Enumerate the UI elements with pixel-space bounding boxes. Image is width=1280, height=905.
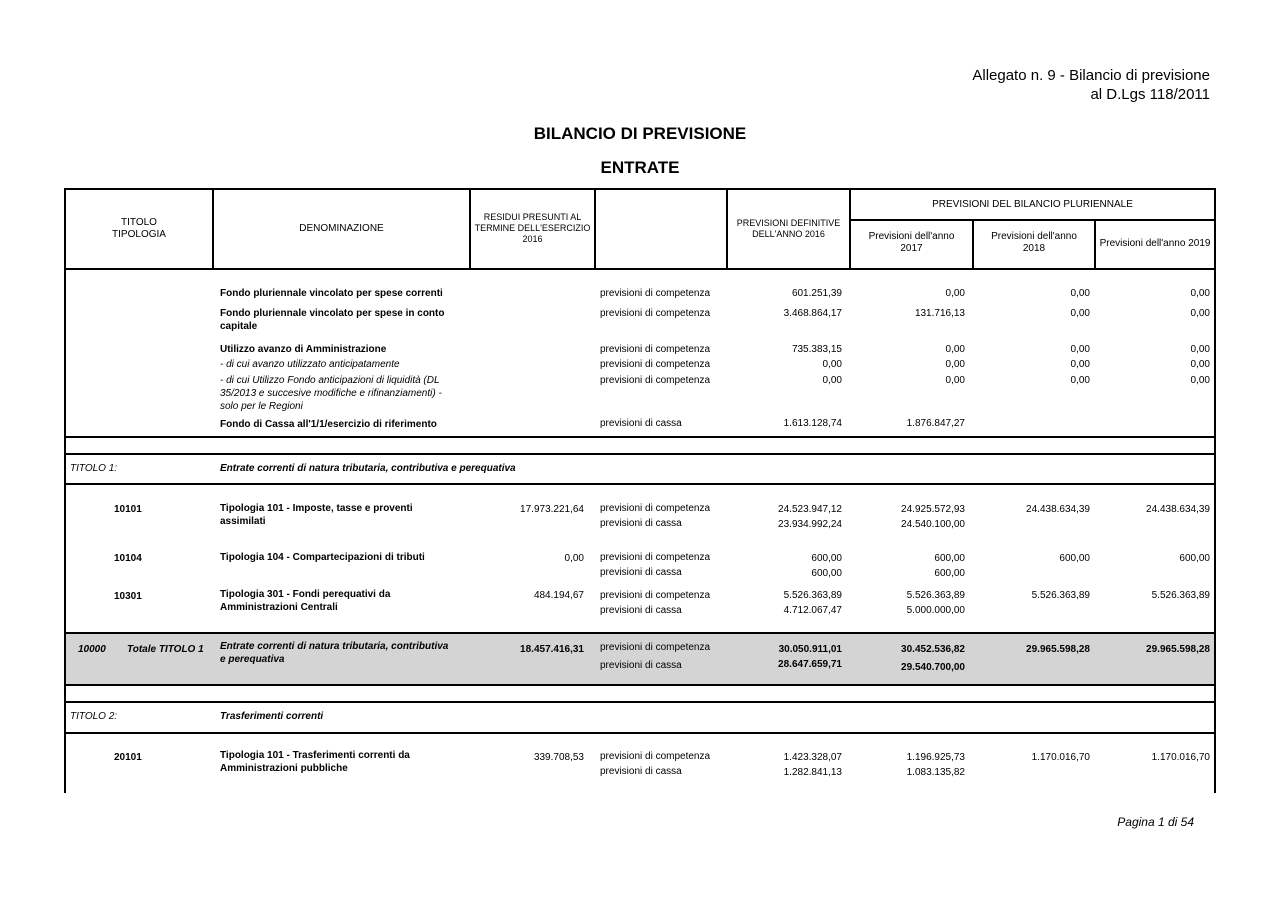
fondo-row-3-2018: 0,00 bbox=[1070, 344, 1090, 355]
fondo-row-2-name-line2: capitale bbox=[220, 321, 258, 332]
fondo-row-6-kind: previsioni di cassa bbox=[600, 418, 682, 429]
value-2016-cassa: 1.282.841,13 bbox=[783, 767, 842, 778]
fondo-row-5-2017: 0,00 bbox=[945, 375, 965, 386]
col-header-residui-line1: RESIDUI PRESUNTI AL bbox=[483, 212, 582, 222]
fondo-row-2-2017: 131.716,13 bbox=[914, 308, 965, 319]
residui-value: 17.973.221,64 bbox=[520, 504, 584, 515]
fondo-row-4-2019: 0,00 bbox=[1190, 359, 1210, 370]
fondo-row-6-name: Fondo di Cassa all'1/1/esercizio di riferimento bbox=[220, 419, 437, 430]
fondo-row-4-2017: 0,00 bbox=[945, 359, 965, 370]
col-header-residui-line3: 2016 bbox=[522, 234, 543, 244]
kind-cassa: previsioni di cassa bbox=[600, 567, 682, 578]
col-header-previsioni-definitive bbox=[728, 218, 849, 240]
col-header-titolo-line2: TIPOLOGIA bbox=[112, 229, 166, 240]
tipologia-name-line1: Tipologia 101 - Imposte, tasse e proventi bbox=[220, 503, 413, 514]
fondo-row-4-2018: 0,00 bbox=[1070, 359, 1090, 370]
col-header-pluriennale: PREVISIONI DEL BILANCIO PLURIENNALE bbox=[932, 199, 1133, 210]
kind-competenza: previsioni di competenza bbox=[600, 751, 711, 762]
value-2016-cassa: 600,00 bbox=[811, 568, 842, 579]
fondo-row-2-name-line1: Fondo pluriennale vincolato per spese in conto bbox=[220, 308, 445, 319]
value-2017-cassa: 1.083.135,82 bbox=[906, 767, 965, 778]
titolo-2-description: Trasferimenti correnti bbox=[220, 711, 324, 722]
fondo-row-5-2016: 0,00 bbox=[822, 375, 842, 386]
annex-line-2: al D.Lgs 118/2011 bbox=[1090, 86, 1210, 103]
document-subtitle: ENTRATE bbox=[600, 158, 680, 177]
fondo-row-3-2019: 0,00 bbox=[1190, 344, 1210, 355]
total-description bbox=[220, 640, 448, 666]
fondo-row-5-name bbox=[220, 374, 442, 413]
fondo-row-1-2018: 0,00 bbox=[1070, 288, 1090, 299]
tipologia-code: 10301 bbox=[114, 591, 142, 602]
tipologia-name-line2: assimilati bbox=[220, 516, 266, 527]
document-title: BILANCIO DI PREVISIONE bbox=[533, 124, 747, 143]
value-2019: 600,00 bbox=[1179, 553, 1210, 564]
value-2018: 5.526.363,89 bbox=[1031, 590, 1090, 601]
col-header-2017-line2: 2017 bbox=[900, 243, 923, 254]
total-kind-competenza: previsioni di competenza bbox=[600, 642, 711, 653]
fondo-row-1-2016: 601.251,39 bbox=[791, 288, 842, 299]
fondo-row-5-kind: previsioni di competenza bbox=[600, 375, 711, 386]
tipologia-name-line1: Tipologia 101 - Trasferimenti correnti da bbox=[220, 750, 410, 761]
page-number: Pagina 1 di 54 bbox=[1117, 815, 1194, 829]
col-header-anno-2019: Previsioni dell'anno 2019 bbox=[1099, 238, 1211, 249]
fondo-row-1-name: Fondo pluriennale vincolato per spese correnti bbox=[220, 288, 443, 299]
total-description-line2: e perequativa bbox=[220, 654, 285, 665]
kind-competenza: previsioni di competenza bbox=[600, 590, 711, 601]
total-2019: 29.965.598,28 bbox=[1146, 644, 1210, 655]
value-2019: 1.170.016,70 bbox=[1151, 752, 1210, 763]
col-header-residui-line2: TERMINE DELL'ESERCIZIO bbox=[474, 223, 591, 233]
kind-competenza: previsioni di competenza bbox=[600, 552, 711, 563]
col-header-2017-line1: Previsioni dell'anno bbox=[868, 231, 955, 242]
col-header-2018-line1: Previsioni dell'anno bbox=[991, 231, 1077, 242]
value-2016-cassa: 23.934.992,24 bbox=[778, 519, 842, 530]
tipologia-name bbox=[220, 588, 390, 614]
fondo-row-5-name-line1: - di cui Utilizzo Fondo anticipazioni di liquidità (DL bbox=[220, 375, 440, 386]
fondo-row-3-name: Utilizzo avanzo di Amministrazione bbox=[220, 344, 387, 355]
col-header-titolo-line1: TITOLO bbox=[121, 217, 157, 228]
fondo-row-4-2016: 0,00 bbox=[822, 359, 842, 370]
fondo-row-5-2018: 0,00 bbox=[1070, 375, 1090, 386]
col-header-anno-2018 bbox=[974, 231, 1094, 255]
residui-value: 339.708,53 bbox=[533, 752, 584, 763]
kind-cassa: previsioni di cassa bbox=[600, 605, 682, 616]
value-2017-cassa: 5.000.000,00 bbox=[906, 605, 965, 616]
total-2017-competenza: 30.452.536,82 bbox=[901, 644, 965, 655]
value-2016-competenza: 24.523.947,12 bbox=[778, 504, 842, 515]
total-kind-cassa: previsioni di cassa bbox=[600, 660, 682, 671]
annex-line-1: Allegato n. 9 - Bilancio di previsione bbox=[972, 67, 1210, 84]
total-residui: 18.457.416,31 bbox=[520, 644, 584, 655]
value-2016-competenza: 1.423.328,07 bbox=[783, 752, 842, 763]
tipologia-name: Tipologia 104 - Compartecipazioni di tributi bbox=[220, 552, 425, 563]
kind-cassa: previsioni di cassa bbox=[600, 518, 682, 529]
value-2017-competenza: 600,00 bbox=[934, 553, 965, 564]
value-2019: 5.526.363,89 bbox=[1151, 590, 1210, 601]
annex-reference bbox=[972, 66, 1210, 104]
total-label: Totale TITOLO 1 bbox=[127, 644, 204, 655]
titolo-1-description: Entrate correnti di natura tributaria, contributiva e perequativa bbox=[220, 463, 516, 474]
residui-value: 0,00 bbox=[564, 553, 584, 564]
titolo-1-label: TITOLO 1: bbox=[70, 463, 118, 474]
col-header-denominazione: DENOMINAZIONE bbox=[299, 223, 384, 234]
fondo-row-3-2017: 0,00 bbox=[945, 344, 965, 355]
fondo-row-1-2017: 0,00 bbox=[945, 288, 965, 299]
value-2018: 1.170.016,70 bbox=[1031, 752, 1090, 763]
tipologia-name-line1: Tipologia 301 - Fondi perequativi da bbox=[220, 589, 391, 600]
value-2017-competenza: 5.526.363,89 bbox=[906, 590, 965, 601]
value-2017-cassa: 24.540.100,00 bbox=[901, 519, 965, 530]
tipologia-code: 10104 bbox=[114, 553, 142, 564]
fondo-row-2-2016: 3.468.864,17 bbox=[783, 308, 842, 319]
value-2016-competenza: 5.526.363,89 bbox=[783, 590, 842, 601]
fondo-row-4-name: - di cui avanzo utilizzato anticipatamente bbox=[220, 359, 400, 370]
fondo-row-5-name-line3: solo per le Regioni bbox=[220, 401, 303, 412]
total-2016-competenza: 30.050.911,01 bbox=[778, 644, 842, 655]
total-2018: 29.965.598,28 bbox=[1026, 644, 1090, 655]
kind-competenza: previsioni di competenza bbox=[600, 503, 711, 514]
titolo-2-label: TITOLO 2: bbox=[70, 711, 118, 722]
total-code: 10000 bbox=[78, 644, 106, 655]
tipologia-code: 10101 bbox=[114, 504, 142, 515]
fondo-row-2-kind: previsioni di competenza bbox=[600, 308, 711, 319]
col-header-anno-2017 bbox=[851, 231, 972, 255]
fondo-row-6-2017: 1.876.847,27 bbox=[906, 418, 965, 429]
col-header-residui bbox=[471, 212, 594, 245]
col-header-titolo bbox=[66, 217, 212, 241]
residui-value: 484.194,67 bbox=[533, 590, 584, 601]
fondo-row-2-name bbox=[220, 307, 444, 333]
tipologia-name-line2: Amministrazioni pubbliche bbox=[220, 763, 348, 774]
fondo-row-4-kind: previsioni di competenza bbox=[600, 359, 711, 370]
value-2016-cassa: 4.712.067,47 bbox=[783, 605, 842, 616]
fondo-row-1-2019: 0,00 bbox=[1190, 288, 1210, 299]
total-2017-cassa: 29.540.700,00 bbox=[901, 662, 965, 673]
fondo-row-3-2016: 735.383,15 bbox=[791, 344, 842, 355]
value-2018: 24.438.634,39 bbox=[1026, 504, 1090, 515]
value-2018: 600,00 bbox=[1059, 553, 1090, 564]
col-header-prev-def-line1: PREVISIONI DEFINITIVE bbox=[736, 218, 841, 228]
value-2019: 24.438.634,39 bbox=[1146, 504, 1210, 515]
value-2016-competenza: 600,00 bbox=[811, 553, 842, 564]
tipologia-name bbox=[220, 502, 413, 528]
value-2017-competenza: 1.196.925,73 bbox=[906, 752, 965, 763]
fondo-row-3-kind: previsioni di competenza bbox=[600, 344, 711, 355]
fondo-row-6-2016: 1.613.128,74 bbox=[783, 418, 842, 429]
total-description-line1: Entrate correnti di natura tributaria, contributiva bbox=[220, 641, 449, 652]
fondo-row-5-name-line2: 35/2013 e succesive modifiche e rifinanziamenti) - bbox=[220, 388, 442, 399]
tipologia-name-line2: Amministrazioni Centrali bbox=[220, 602, 338, 613]
tipologia-name bbox=[220, 749, 410, 775]
total-2016-cassa: 28.647.659,71 bbox=[778, 659, 842, 670]
col-header-prev-def-line2: DELL'ANNO 2016 bbox=[752, 229, 825, 239]
fondo-row-2-2019: 0,00 bbox=[1190, 308, 1210, 319]
value-2017-cassa: 600,00 bbox=[934, 568, 965, 579]
value-2017-competenza: 24.925.572,93 bbox=[901, 504, 965, 515]
fondo-row-1-kind: previsioni di competenza bbox=[600, 288, 711, 299]
fondo-row-2-2018: 0,00 bbox=[1070, 308, 1090, 319]
fondo-row-5-2019: 0,00 bbox=[1190, 375, 1210, 386]
kind-cassa: previsioni di cassa bbox=[600, 766, 682, 777]
col-header-2018-line2: 2018 bbox=[1022, 243, 1046, 254]
tipologia-code: 20101 bbox=[114, 752, 142, 763]
